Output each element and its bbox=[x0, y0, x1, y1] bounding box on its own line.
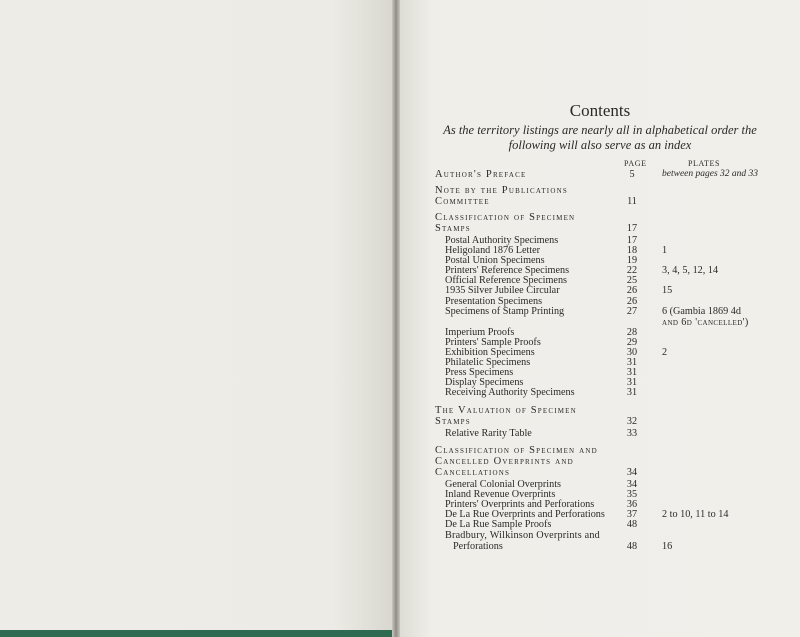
toc-entry-page: 48 bbox=[626, 519, 638, 530]
plates-note: between pages 32 and 33 bbox=[662, 169, 759, 179]
subtitle-line-2: following will also serve as an index bbox=[508, 138, 692, 152]
toc-entry-label: Philatelic Specimens bbox=[445, 357, 531, 368]
subtitle-line-1: As the territory listings are nearly all in alphabetical order the bbox=[443, 123, 757, 137]
toc-entry-label: De La Rue Sample Proofs bbox=[445, 519, 552, 530]
plates-column-header: PLATES bbox=[688, 159, 721, 168]
toc-entry-page: 22 bbox=[626, 265, 638, 276]
toc-entry-label: Stamps bbox=[435, 223, 471, 234]
toc-entry-label: Note by the Publications bbox=[435, 185, 568, 196]
toc-entry-label: General Colonial Overprints bbox=[445, 479, 561, 490]
toc-entry-page: 27 bbox=[626, 306, 638, 317]
toc-entry-page: 28 bbox=[626, 327, 638, 338]
left-page bbox=[0, 0, 392, 630]
right-page bbox=[400, 0, 800, 637]
toc-entry-page: 5 bbox=[629, 169, 635, 180]
toc-entry-page: 30 bbox=[626, 347, 638, 358]
toc-entry-page: 26 bbox=[626, 296, 638, 307]
toc-entry-page: 26 bbox=[626, 285, 638, 296]
toc-entry-label: Printers' Reference Specimens bbox=[445, 265, 570, 276]
toc-entry-page: 31 bbox=[626, 377, 638, 388]
toc-entry-plates: 1 bbox=[662, 245, 668, 256]
toc-entry-label: Relative Rarity Table bbox=[445, 428, 532, 439]
toc-entry-label: Heligoland 1876 Letter bbox=[445, 245, 541, 256]
toc-entry-plates: 15 bbox=[662, 285, 673, 296]
toc-entry-label: Presentation Specimens bbox=[445, 296, 543, 307]
toc-entry-page: 25 bbox=[626, 275, 638, 286]
toc-entry-page: 35 bbox=[626, 489, 638, 500]
toc-entry-plates: 16 bbox=[662, 541, 673, 552]
toc-entry-plates: 6 (Gambia 1869 4d bbox=[662, 306, 741, 317]
toc-entry-label: Official Reference Specimens bbox=[445, 275, 568, 286]
toc-entry-page: 11 bbox=[627, 196, 637, 207]
toc-entry-label: Bradbury, Wilkinson Overprints and bbox=[445, 530, 600, 541]
toc-entry-page: 19 bbox=[626, 255, 638, 266]
toc-entry-label: Printers' Sample Proofs bbox=[445, 337, 541, 348]
toc-entry-plates: and 6d 'cancelled') bbox=[662, 317, 749, 328]
toc-entry-label: Exhibition Specimens bbox=[445, 347, 535, 358]
toc-entry-page: 31 bbox=[626, 387, 638, 398]
toc-entry-page: 48 bbox=[626, 541, 638, 552]
book-gutter bbox=[392, 0, 400, 637]
toc-entry-plates: 2 bbox=[662, 347, 668, 358]
toc-entry-page: 37 bbox=[626, 509, 638, 520]
toc-entry-label: Display Specimens bbox=[445, 377, 524, 388]
toc-entry-label: Cancelled Overprints and bbox=[435, 456, 574, 467]
toc-entry-page: 34 bbox=[626, 479, 638, 490]
toc-entry-label: De La Rue Overprints and Perforations bbox=[445, 509, 605, 520]
toc-entry-page: 17 bbox=[626, 223, 638, 234]
page-subtitle bbox=[400, 123, 800, 153]
toc-entry-label: Classification of Specimen and bbox=[435, 445, 598, 456]
toc-entry-label: Perforations bbox=[453, 541, 503, 552]
toc-entry-plates: 3, 4, 5, 12, 14 bbox=[662, 265, 719, 276]
toc-entry-page: 18 bbox=[626, 245, 638, 256]
toc-entry-label: Printers' Overprints and Perforations bbox=[445, 499, 595, 510]
toc-entry-label: Specimens of Stamp Printing bbox=[445, 306, 565, 317]
toc-entry-label: Postal Union Specimens bbox=[445, 255, 545, 266]
toc-entry-page: 31 bbox=[626, 357, 638, 368]
toc-entry-label: Stamps bbox=[435, 416, 471, 427]
toc-entry-label: Classification of Specimen bbox=[435, 212, 576, 223]
toc-entry-page: 17 bbox=[626, 235, 638, 246]
toc-entry-label: Postal Authority Specimens bbox=[445, 235, 559, 246]
toc-entry-label: The Valuation of Specimen bbox=[435, 405, 577, 416]
toc-entry-label: Imperium Proofs bbox=[445, 327, 515, 338]
toc-entry-label: Receiving Authority Specimens bbox=[445, 387, 575, 398]
toc-entry-label: Cancellations bbox=[435, 467, 511, 478]
toc-entry-label: Press Specimens bbox=[445, 367, 514, 378]
toc-entry-plates: 2 to 10, 11 to 14 bbox=[662, 509, 729, 520]
page-column-header: PAGE bbox=[624, 159, 647, 168]
toc-entry-label: Inland Revenue Overprints bbox=[445, 489, 556, 500]
toc-entry-page: 36 bbox=[626, 499, 638, 510]
toc-entry-label: Author's Preface bbox=[435, 169, 527, 180]
toc-entry-page: 34 bbox=[626, 467, 638, 478]
page-title: Contents bbox=[569, 101, 631, 120]
toc-entry-page: 33 bbox=[626, 428, 638, 439]
toc-entry-page: 32 bbox=[626, 416, 638, 427]
toc-entry-page: 31 bbox=[626, 367, 638, 378]
toc-entry-page: 29 bbox=[626, 337, 638, 348]
toc-entry-label: 1935 Silver Jubilee Circular bbox=[445, 285, 560, 296]
toc-entry-label: Committee bbox=[435, 196, 490, 207]
